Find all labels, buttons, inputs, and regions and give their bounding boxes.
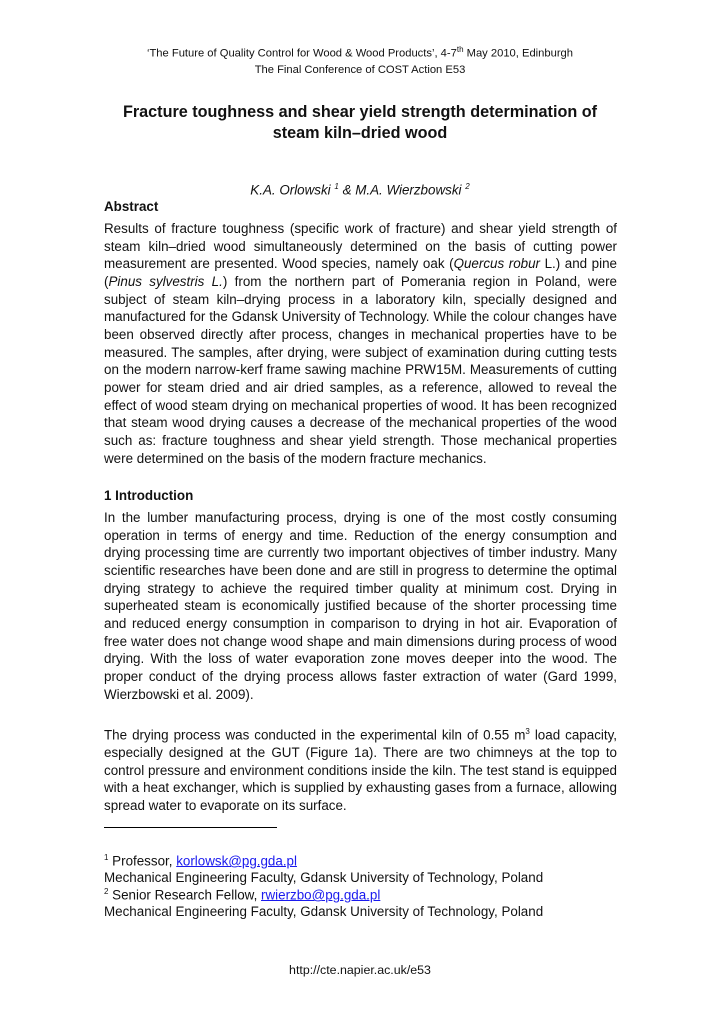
title-line-1: Fracture toughness and shear yield strength determination of [122,103,597,121]
footnote-1 [104,849,624,886]
author-1-mark: 1 [334,182,339,191]
authors [0,182,720,197]
intro-p2-text-end: load capacity, especially designed at the GUT (Figure 1a). There are two chimneys at the top to control pressure and environment conditions inside the kiln. The test stand is equipped with a heat exchanger, which is supplied by exhausting gases from a furnace, allowing spread water to evaporate on its surface. [104,727,618,814]
intro-paragraph-2 [104,723,617,815]
abstract-text-1: Results of fracture toughness (specific work of fracture) and shear yield strength of steam kiln–dried wood simultaneously determined on the basis of cutting power measurement are presented. Wood species, namely oak ( [104,221,617,272]
abstract-text-2: L.) and pine ( [104,256,617,289]
paper-title [0,102,720,144]
footnote-1-mark: 1 [104,853,109,862]
footnote-1-affiliation: Mechanical Engineering Faculty, Gdansk University of Technology, Poland [104,870,544,886]
header-sup: th [456,45,464,54]
header-text-end: May 2010, Edinburgh [463,47,573,60]
introduction-heading: 1 Introduction [104,488,194,503]
abstract-body [104,220,617,467]
pine-species: Pinus sylvestris L. [108,273,223,289]
author-1: K.A. Orlowski [250,182,331,198]
abstract-text-3: ) from the northern part of Pomerania region in Poland, were subject of steam kiln–drying process in a laboratory kiln, specially designed and manufactured for the Gdansk University of Technology. While the colour changes have been observed directly after process, changes in mechanical properties have to be measured. The samples, after drying, were subject of examination during cutting tests on the modern narrow-kerf frame sawing machine PRW15M. Measurements of cutting power for steam dried and air dried samples, as a reference, allowed to reveal the effect of wood steam drying on mechanical properties of wood. It has been recognized that steam wood drying causes a decrease of the mechanical properties of the wood such as: fracture toughness and shear yield strength. Those mechanical properties were determined on the basis of the modern fracture mechanics. [104,273,617,466]
footnote-2-email-link[interactable]: rwierzbo@pg.gda.pl [261,887,381,903]
intro-p2-sup: 3 [525,727,530,736]
footnote-2-mark: 2 [104,887,109,896]
author-2: & M.A. Wierzbowski [338,182,462,198]
header-text: ‘The Future of Quality Control for Wood & Wood Products’, 4-7 [146,47,457,60]
header-line-2: The Final Conference of COST Action E53 [254,63,466,76]
oak-species: Quercus robur [453,256,540,272]
footnote-1-email-link[interactable]: korlowsk@pg.gda.pl [176,853,297,869]
footnote-2-role: Senior Research Fellow, [108,887,262,903]
footnote-2-affiliation: Mechanical Engineering Faculty, Gdansk University of Technology, Poland [104,904,544,920]
abstract-heading: Abstract [104,199,159,214]
footnote-2 [104,883,624,920]
running-header [0,42,720,78]
title-line-2: steam kiln–dried wood [272,124,448,142]
footnote-divider [104,827,277,828]
intro-p2-text: The drying process was conducted in the experimental kiln of 0.55 m [104,727,526,743]
footnote-1-role: Professor, [108,853,177,869]
header-line-1 [0,42,720,62]
author-2-mark: 2 [465,182,470,191]
intro-paragraph-1: In the lumber manufacturing process, drying is one of the most costly consuming operation in terms of energy and time. Reduction of the energy consumption and drying processing time are currently two important objectives of timber industry. Many scientific researches have been done and are still in progress to determine the optimal drying strategy to achieve the required timber quality at minimum cost. Drying in superheated steam is economically justified because of the shorter processing time and reduced energy consumption in comparison to drying in hot air. Evaporation of free water does not change wood shape and main dimensions during process of wood drying. With the loss of water evaporation zone moves deeper into the wood. The proper conduct of the drying process allows faster extraction of water (Gard 1999, Wierzbowski et al. 2009). [104,510,617,702]
footer-url: http://cte.napier.ac.uk/e53 [289,963,431,977]
